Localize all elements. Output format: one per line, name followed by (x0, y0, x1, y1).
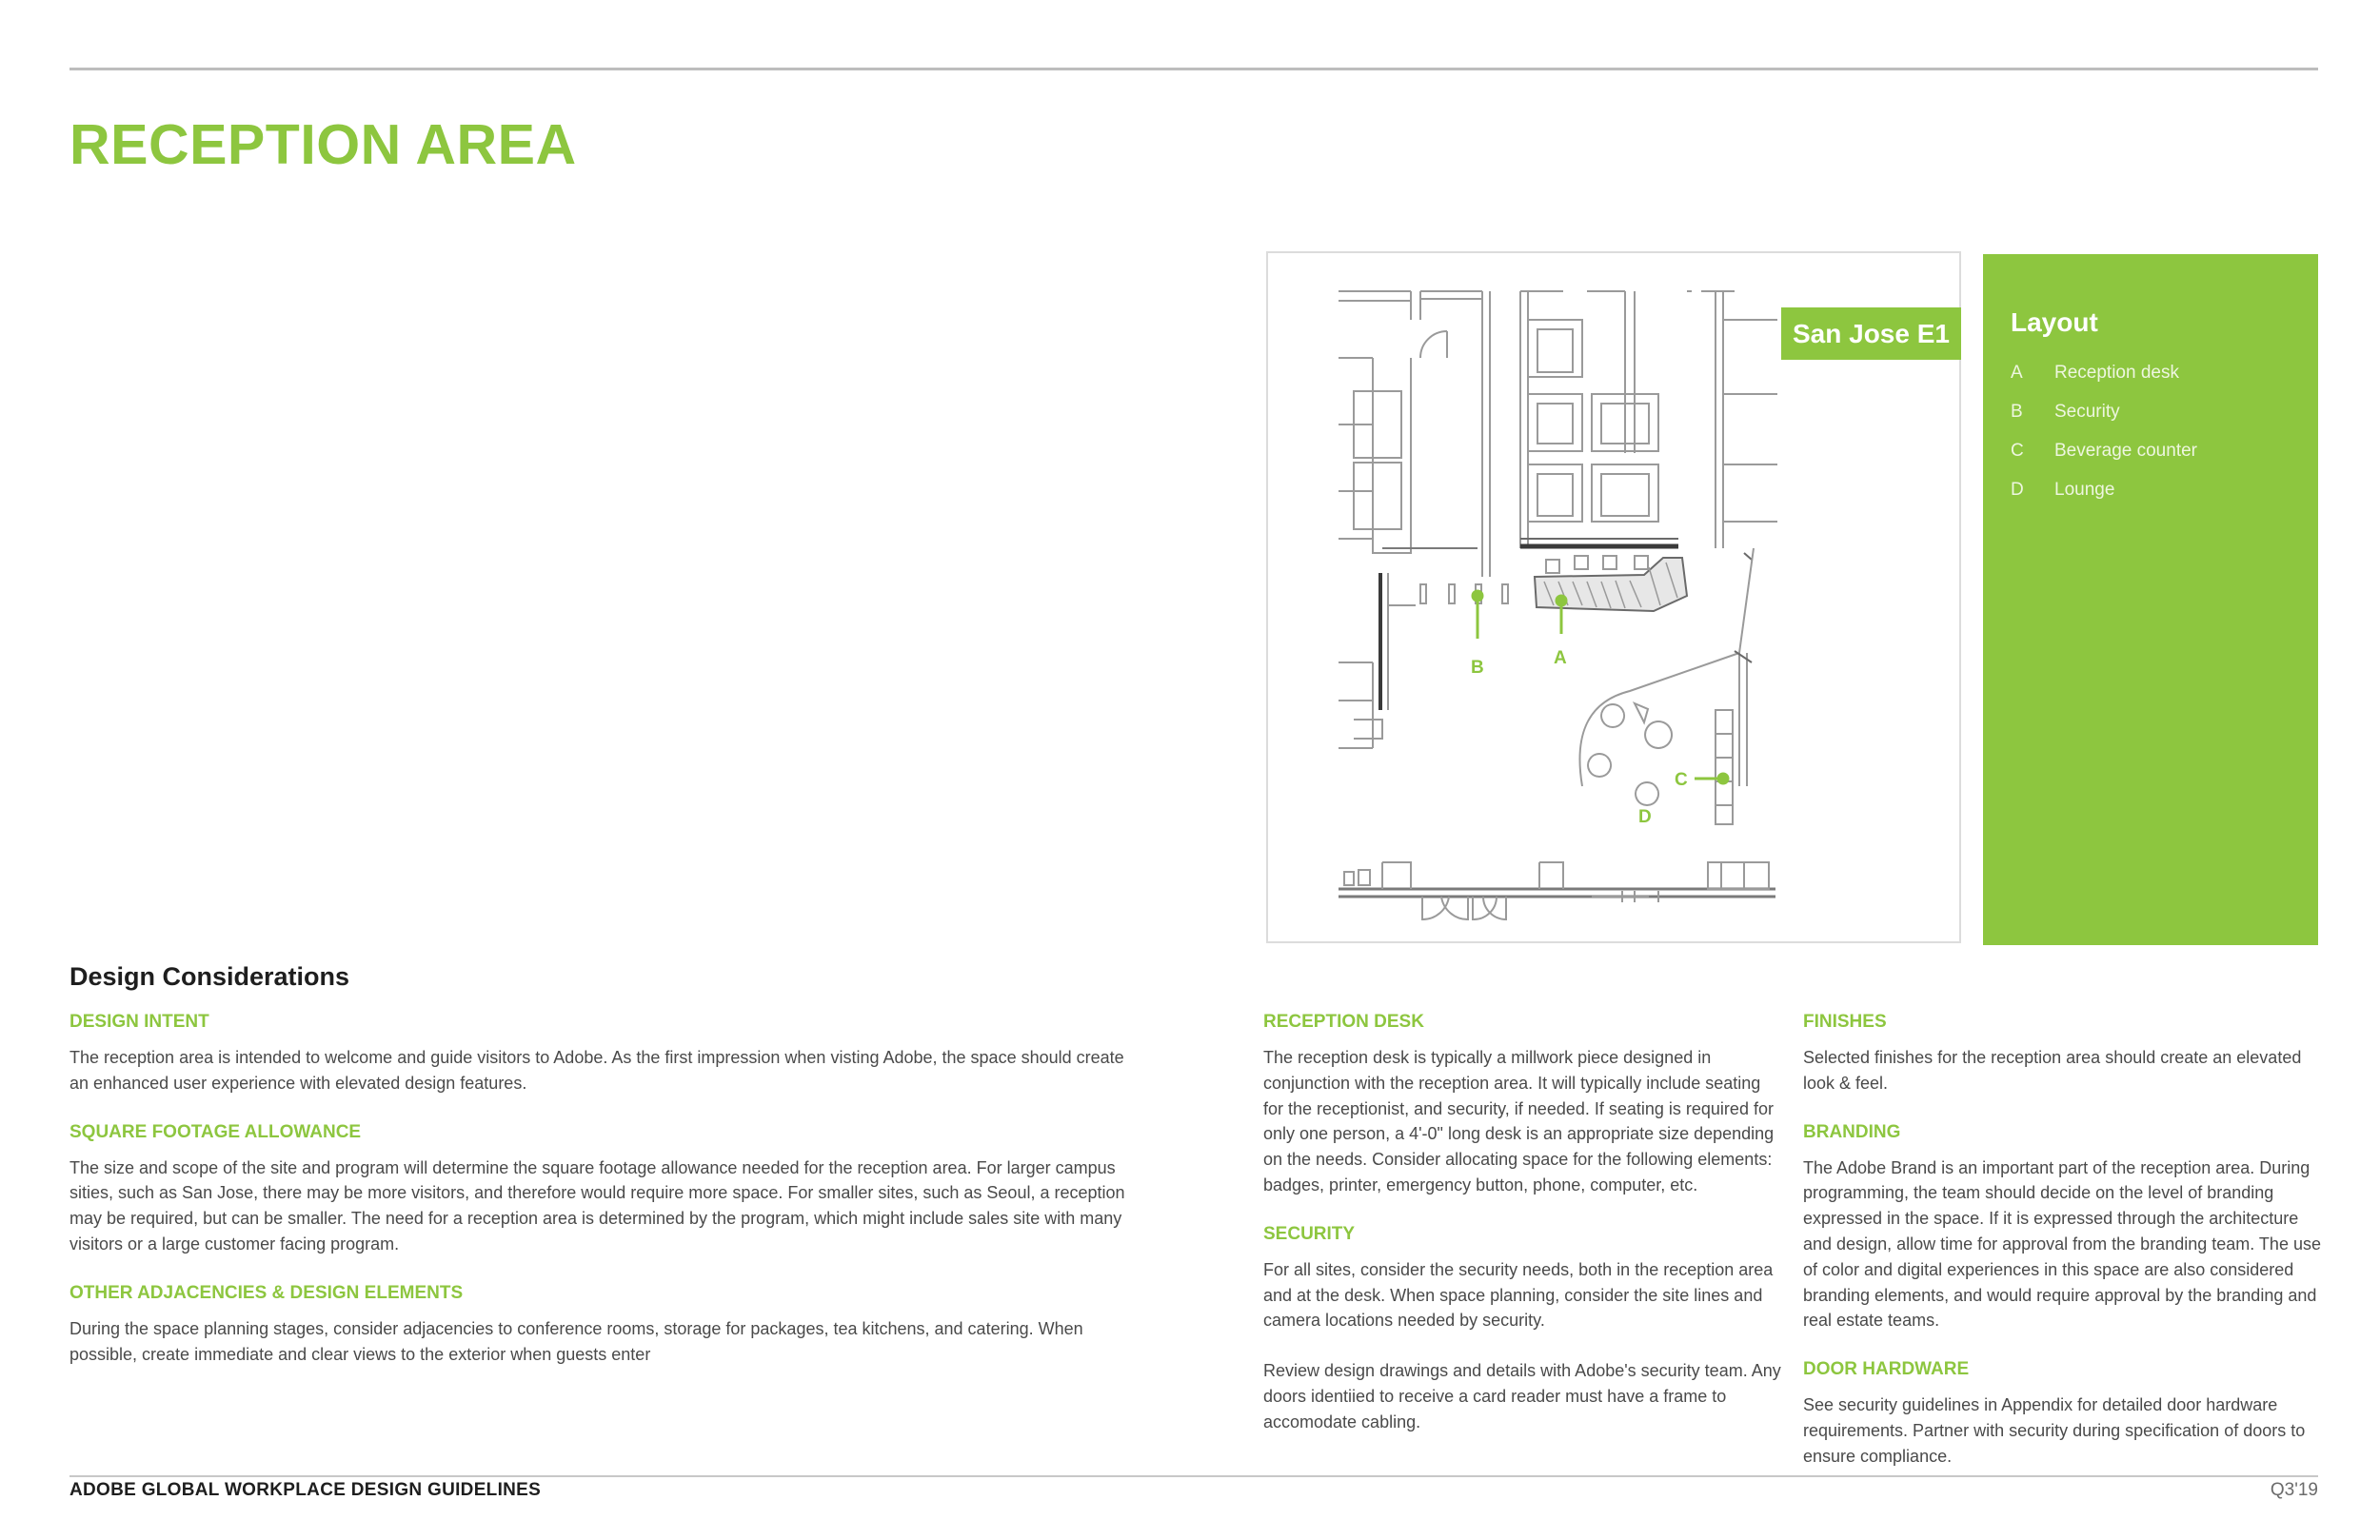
security-heading: SECURITY (1263, 1223, 1356, 1244)
finishes-section (1803, 1011, 2322, 1096)
door-hardware-section (1803, 1358, 2322, 1469)
layout-item-label: Beverage counter (2054, 441, 2197, 461)
door-hardware-body: See security guidelines in Appendix for detailed door hardware requirements. Partner with security during specification of doors to ensure compliance. (1803, 1395, 2306, 1466)
layout-item (2011, 441, 2318, 480)
layout-item-label: Security (2054, 402, 2120, 422)
branding-heading: BRANDING (1803, 1121, 1901, 1142)
reception-desk-section (1263, 1011, 1782, 1198)
design-intent-heading: DESIGN INTENT (69, 1012, 209, 1032)
footer-date: Q3'19 (2270, 1480, 2318, 1500)
layout-title: Layout (2011, 307, 2098, 337)
design-intent-body: The reception area is intended to welcome and guide visitors to Adobe. As the first impression when visting Adobe, the space should create an enhanced user experience with elevated design features. (69, 1048, 1124, 1093)
branding-body: The Adobe Brand is an important part of the reception area. During programming, the team should decide on the level of branding expressed in the space. If it is expressed through the architecture and design, allow time for approval from the branding team. The use of color and digital experiences in this space are also considered branding elements, and would require approval by the branding and real estate teams. (1803, 1157, 2321, 1331)
design-intent-section (69, 1011, 1128, 1096)
footer-title: ADOBE GLOBAL WORKPLACE DESIGN GUIDELINES (69, 1480, 542, 1500)
design-considerations-title: Design Considerations (69, 962, 350, 991)
adjacencies-body: During the space planning stages, consider adjacencies to conference rooms, storage for packages, tea kitchens, and catering. When possible, create immediate and clear views to the exterior when guests enter (69, 1318, 1083, 1364)
security-section (1263, 1223, 1782, 1435)
layout-item (2011, 480, 2318, 519)
layout-list (2011, 363, 2318, 519)
layout-legend-panel (1983, 254, 2318, 945)
reception-desk-heading: RECEPTION DESK (1263, 1012, 1424, 1032)
marker-b-label: B (1471, 658, 1484, 678)
finishes-heading: FINISHES (1803, 1012, 1887, 1032)
layout-item-key: C (2011, 441, 2024, 461)
square-footage-heading: SQUARE FOOTAGE ALLOWANCE (69, 1121, 362, 1142)
layout-item (2011, 402, 2318, 441)
layout-item-key: B (2011, 402, 2023, 422)
column-left (69, 1011, 1128, 1392)
layout-item (2011, 363, 2318, 402)
square-footage-section (69, 1121, 1128, 1257)
column-right (1803, 1011, 2322, 1494)
column-middle (1263, 1011, 1782, 1460)
layout-item-label: Lounge (2054, 480, 2115, 500)
top-rule (69, 68, 2318, 70)
finishes-body: Selected finishes for the reception area should create an elevated look & feel. (1803, 1048, 2302, 1093)
layout-item-label: Reception desk (2054, 363, 2179, 383)
adjacencies-heading: OTHER ADJACENCIES & DESIGN ELEMENTS (69, 1282, 464, 1303)
page-title: RECEPTION AREA (69, 113, 577, 176)
reception-desk-body: The reception desk is typically a millwork piece designed in conjunction with the reception area. It will typically include seating for the receptionist, and security, if needed. If seating is required for only one person, a 4'-0" long desk is an appropriate size depending on the needs. Consider allocating space for the following elements: badges, printer, emergency button, phone, computer, etc. (1263, 1048, 1775, 1194)
branding-section (1803, 1121, 2322, 1334)
door-hardware-heading: DOOR HARDWARE (1803, 1359, 1970, 1380)
security-body-2: Review design drawings and details with Adobe's security team. Any doors identiied to receive a card reader must have a frame to accomodate cabling. (1263, 1361, 1781, 1431)
marker-a-label: A (1554, 648, 1567, 668)
site-label: San Jose E1 (1781, 307, 1961, 360)
bottom-rule (69, 1475, 2318, 1477)
layout-item-key: D (2011, 480, 2024, 500)
adjacencies-section (69, 1282, 1128, 1368)
marker-d-label: D (1638, 807, 1652, 827)
square-footage-body: The size and scope of the site and program will determine the square footage allowance needed for the reception area. For larger campus sities, such as San Jose, there may be more visitors, and therefore would require more space. For smaller sites, such as Seoul, a reception may be required, but can be smaller. The need for a reception area is determined by the program, which might include sales site with many visitors or a large customer facing program. (69, 1157, 1125, 1254)
layout-item-key: A (2011, 363, 2023, 383)
security-body-1: For all sites, consider the security needs, both in the reception area and at the desk. When space planning, consider the site lines and camera locations needed by security. (1263, 1259, 1774, 1331)
marker-c-label: C (1675, 770, 1688, 790)
